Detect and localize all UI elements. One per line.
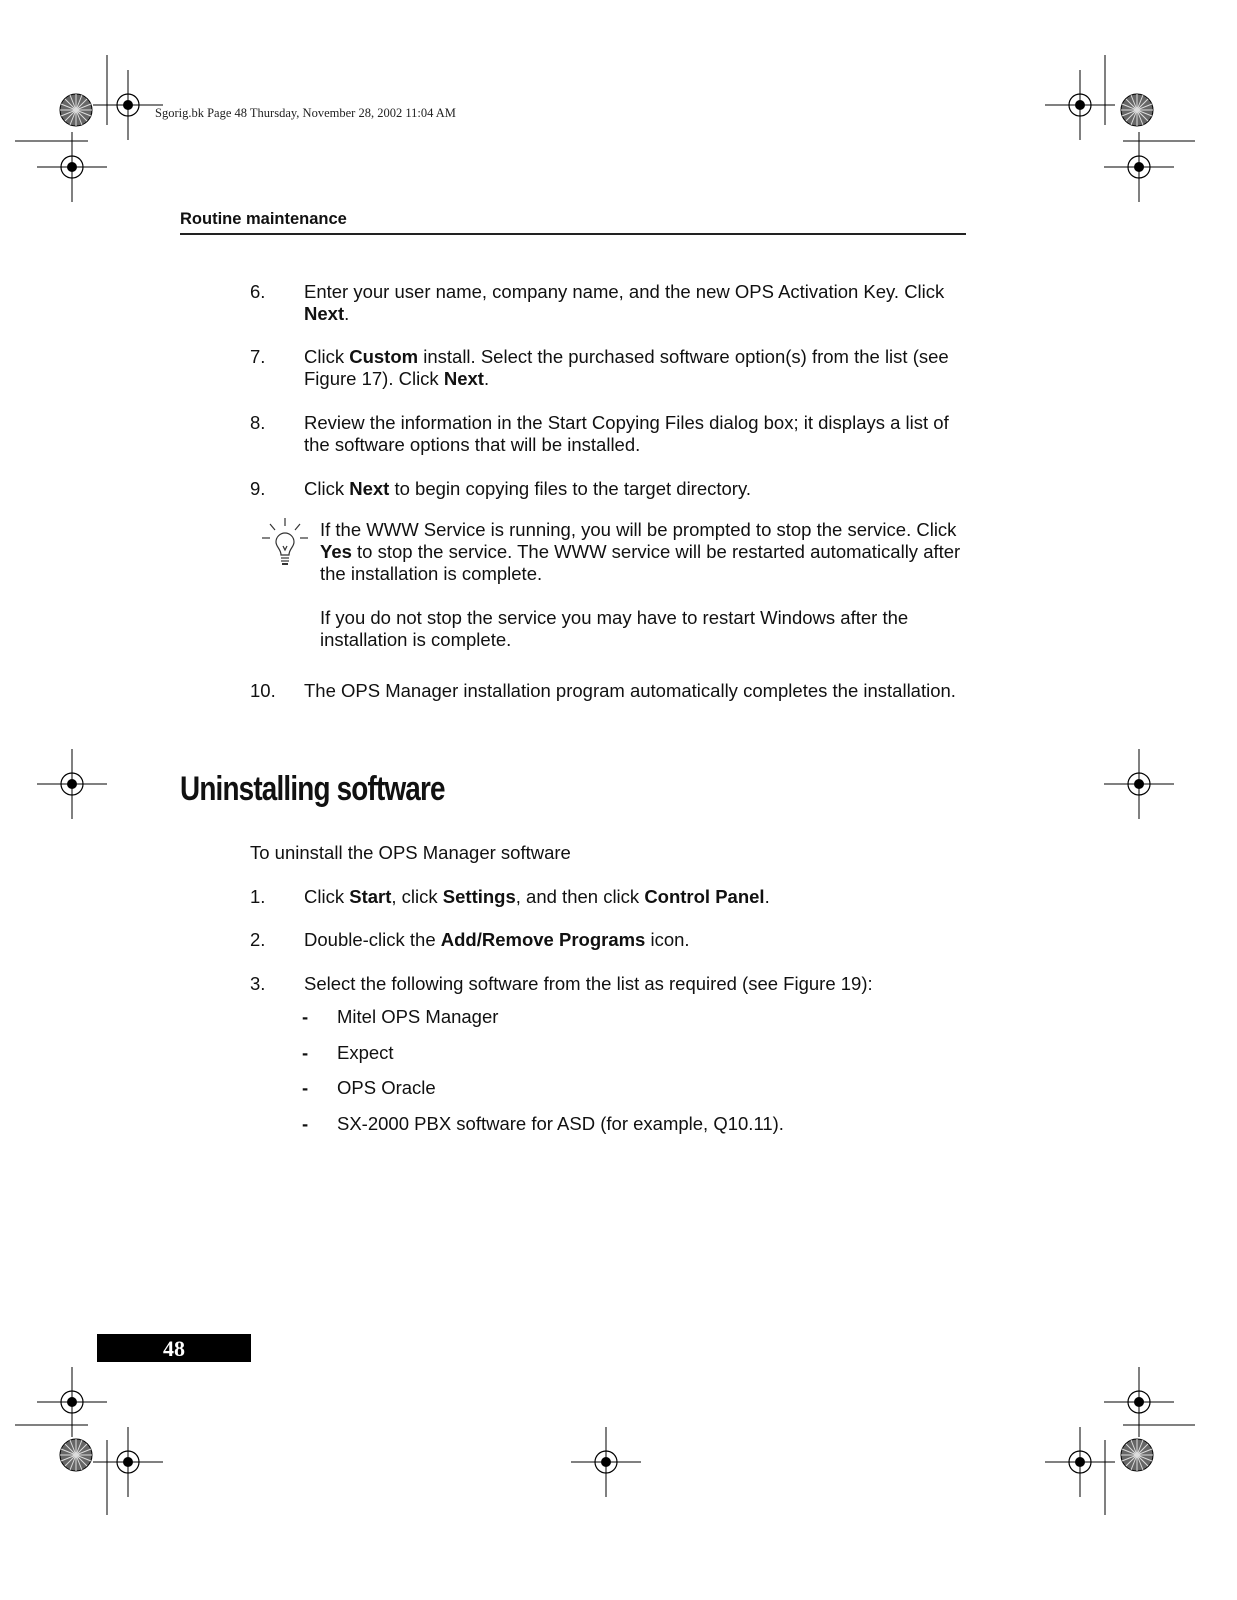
step-number: 9.: [250, 478, 266, 499]
step-number: 7.: [250, 346, 266, 367]
tip-paragraph: If the WWW Service is running, you will be prompted to stop the service. Click Yes to stop the service. The WWW service will be restarted automatically after the installation is complete.: [320, 519, 961, 584]
bullet-dash: -: [302, 1006, 309, 1027]
section-heading: Uninstalling software: [180, 770, 445, 808]
list-item-text: SX-2000 PBX software for ASD (for example, Q10.11).: [337, 1113, 784, 1134]
tip-note: [320, 519, 970, 673]
step-text: Click Custom install. Select the purchased software option(s) from the list (see Figure 17). Click Next.: [304, 346, 949, 389]
step-text: The OPS Manager installation program automatically completes the installation.: [304, 680, 956, 701]
lightbulb-icon: [260, 516, 310, 568]
step-text: Select the following software from the list as required (see Figure 19):: [304, 973, 873, 994]
step-number: 10.: [250, 680, 276, 701]
step-text: Click Next to begin copying files to the target directory.: [304, 478, 751, 499]
list-item-text: OPS Oracle: [337, 1077, 436, 1098]
bullet-dash: -: [302, 1042, 309, 1063]
running-header: Routine maintenance: [180, 210, 347, 228]
step-text: Click Start, click Settings, and then click Control Panel.: [304, 886, 770, 907]
step-text: Double-click the Add/Remove Programs icon.: [304, 929, 690, 950]
list-item-text: Mitel OPS Manager: [337, 1006, 499, 1027]
bullet-dash: -: [302, 1113, 309, 1134]
step-number: 2.: [250, 929, 266, 950]
step-text: Review the information in the Start Copying Files dialog box; it displays a list of the software options that will be installed.: [304, 412, 949, 455]
header-rule: [180, 233, 966, 235]
step-number: 1.: [250, 886, 266, 907]
step-number: 3.: [250, 973, 266, 994]
tip-paragraph: If you do not stop the service you may have to restart Windows after the installation is complete.: [320, 607, 909, 650]
bullet-dash: -: [302, 1077, 309, 1098]
step-text: Enter your user name, company name, and the new OPS Activation Key. Click Next.: [304, 281, 945, 324]
file-slug: Sgorig.bk Page 48 Thursday, November 28, 2002 11:04 AM: [155, 106, 456, 120]
step-number: 6.: [250, 281, 266, 302]
procedure-intro: To uninstall the OPS Manager software: [250, 842, 571, 863]
step-number: 8.: [250, 412, 266, 433]
list-item-text: Expect: [337, 1042, 394, 1063]
page-number: 48: [97, 1334, 251, 1362]
